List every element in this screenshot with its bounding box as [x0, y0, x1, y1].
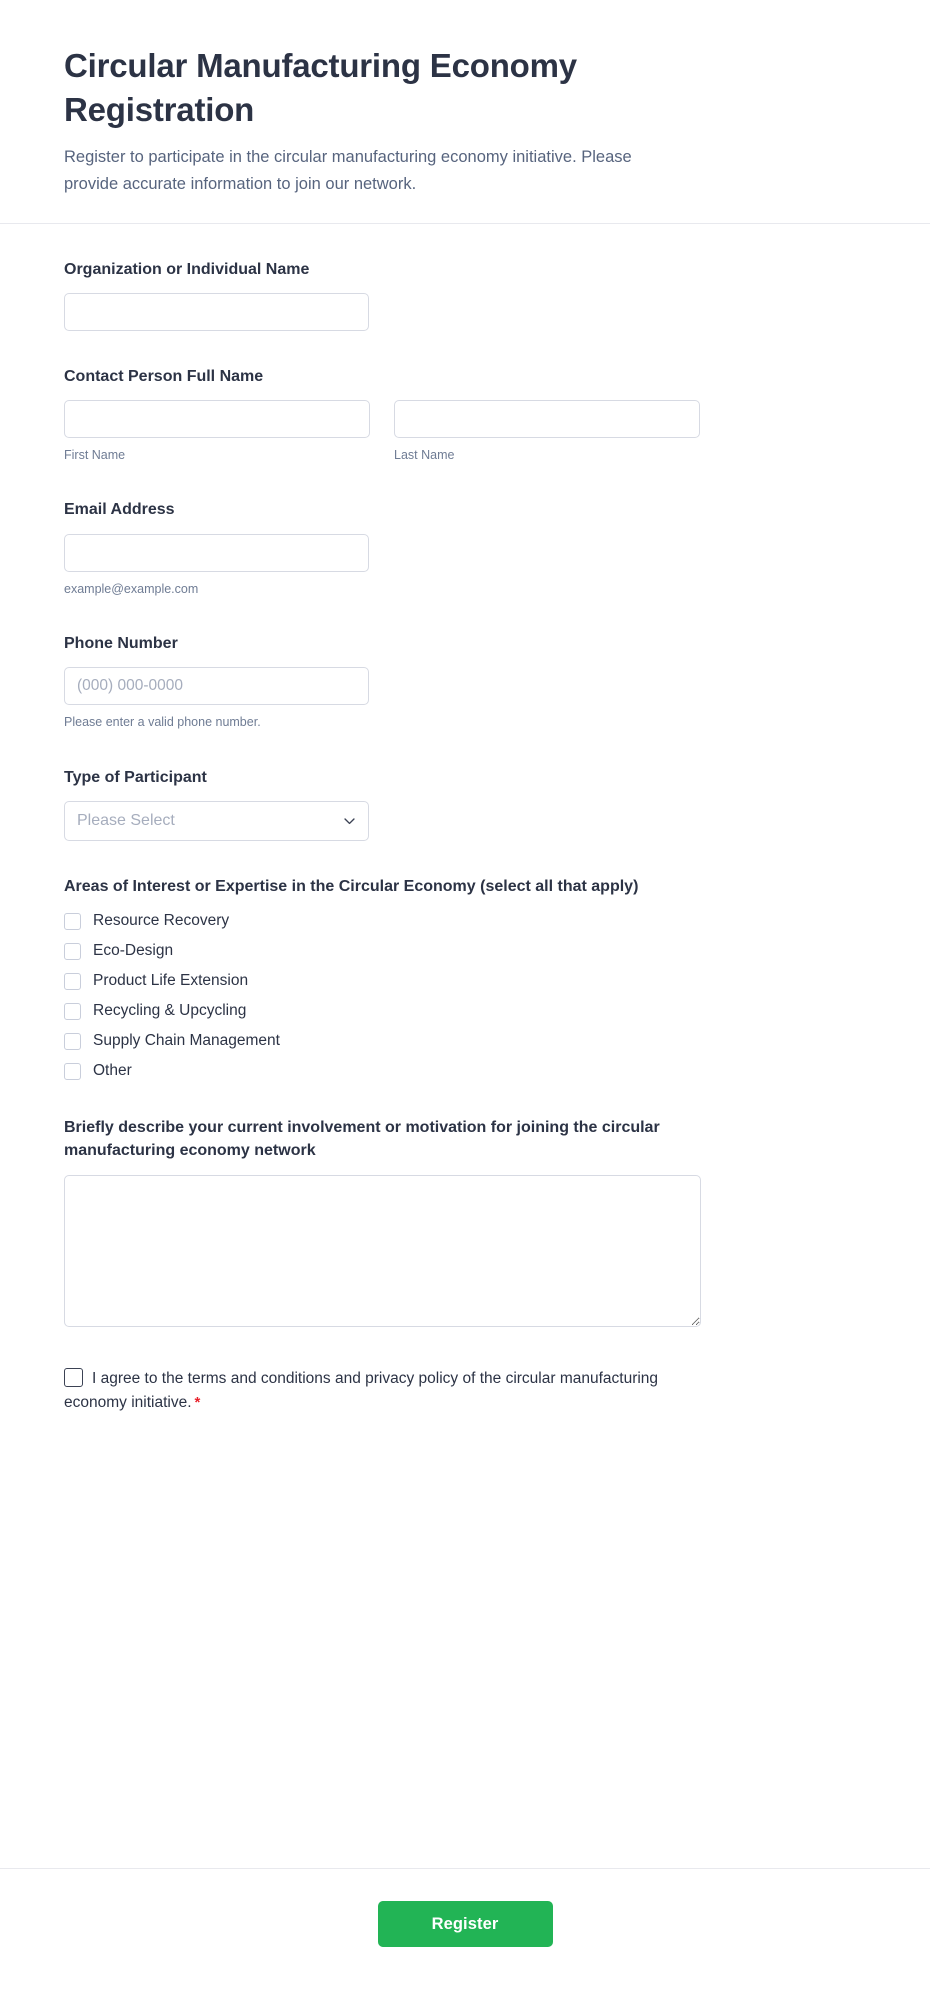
checkbox-label: Eco-Design: [93, 942, 174, 960]
checkbox-label: Resource Recovery: [93, 912, 230, 930]
email-address-label: Email Address: [64, 501, 175, 519]
email-address-input[interactable]: [64, 534, 369, 572]
involvement-description-label: Briefly describe your current involvement or motivation for joining the circular manufacturing economy network: [64, 1119, 660, 1160]
required-indicator: *: [194, 1393, 201, 1411]
first-name-column: [64, 400, 370, 465]
checkbox-row[interactable]: [64, 970, 866, 992]
phone-number-hint: Please enter a valid phone number.: [64, 715, 261, 730]
checkbox-other[interactable]: [64, 1063, 81, 1080]
checkbox-label: Supply Chain Management: [93, 1032, 280, 1050]
last-name-column: [394, 400, 700, 465]
page-subtitle: Register to participate in the circular manufacturing economy initiative. Please provide accurate information to join our network.: [64, 148, 632, 193]
first-name-hint: First Name: [64, 447, 126, 462]
phone-number-input[interactable]: [64, 667, 369, 705]
field-phone-number: [64, 632, 866, 732]
checkbox-row[interactable]: [64, 1000, 866, 1022]
checkbox-supply-chain-management[interactable]: [64, 1033, 81, 1050]
checkbox-recycling-upcycling[interactable]: [64, 1003, 81, 1020]
checkbox-row[interactable]: [64, 1060, 866, 1082]
checkbox-label: Recycling & Upcycling: [93, 1002, 247, 1020]
field-areas-of-interest: [64, 875, 866, 1082]
areas-of-interest-label: Areas of Interest or Expertise in the Circular Economy (select all that apply): [64, 878, 639, 895]
checkbox-eco-design[interactable]: [64, 943, 81, 960]
field-participant-type: [64, 766, 866, 841]
checkbox-label: Other: [93, 1062, 132, 1080]
checkbox-row[interactable]: [64, 940, 866, 962]
phone-number-label: Phone Number: [64, 635, 178, 653]
contact-person-name-label: Contact Person Full Name: [64, 367, 264, 385]
form-footer: [0, 1868, 930, 1999]
register-button[interactable]: Register: [378, 1901, 553, 1947]
first-name-input[interactable]: [64, 400, 370, 438]
participant-type-label: Type of Participant: [64, 768, 207, 786]
checkbox-row[interactable]: [64, 910, 866, 932]
checkbox-terms-agreement[interactable]: [64, 1368, 83, 1387]
checkbox-label: Product Life Extension: [93, 972, 249, 990]
checkbox-row[interactable]: [64, 1030, 866, 1052]
checkbox-resource-recovery[interactable]: [64, 913, 81, 930]
field-contact-person-name: [64, 365, 866, 465]
participant-type-select-wrapper: [64, 801, 369, 841]
form-body: [0, 224, 930, 1868]
contact-person-name-row: [64, 400, 866, 465]
participant-type-select[interactable]: Please Select: [64, 801, 369, 841]
involvement-description-textarea[interactable]: [64, 1175, 701, 1327]
terms-agreement-text: I agree to the terms and conditions and privacy policy of the circular manufacturing economy initiative.: [64, 1369, 659, 1411]
terms-agreement-block: [64, 1367, 704, 1415]
field-involvement-description: [64, 1116, 866, 1326]
page-title: Circular Manufacturing Economy Registration: [64, 47, 577, 129]
field-email-address: [64, 498, 866, 598]
last-name-input[interactable]: [394, 400, 700, 438]
organization-name-input[interactable]: [64, 293, 369, 331]
email-address-hint: example@example.com: [64, 581, 199, 596]
field-organization-name: [64, 258, 866, 331]
organization-name-label: Organization or Individual Name: [64, 260, 310, 278]
form-header: [0, 0, 930, 224]
areas-of-interest-checkbox-group: [64, 910, 866, 1082]
last-name-hint: Last Name: [394, 447, 455, 462]
checkbox-product-life-extension[interactable]: [64, 973, 81, 990]
